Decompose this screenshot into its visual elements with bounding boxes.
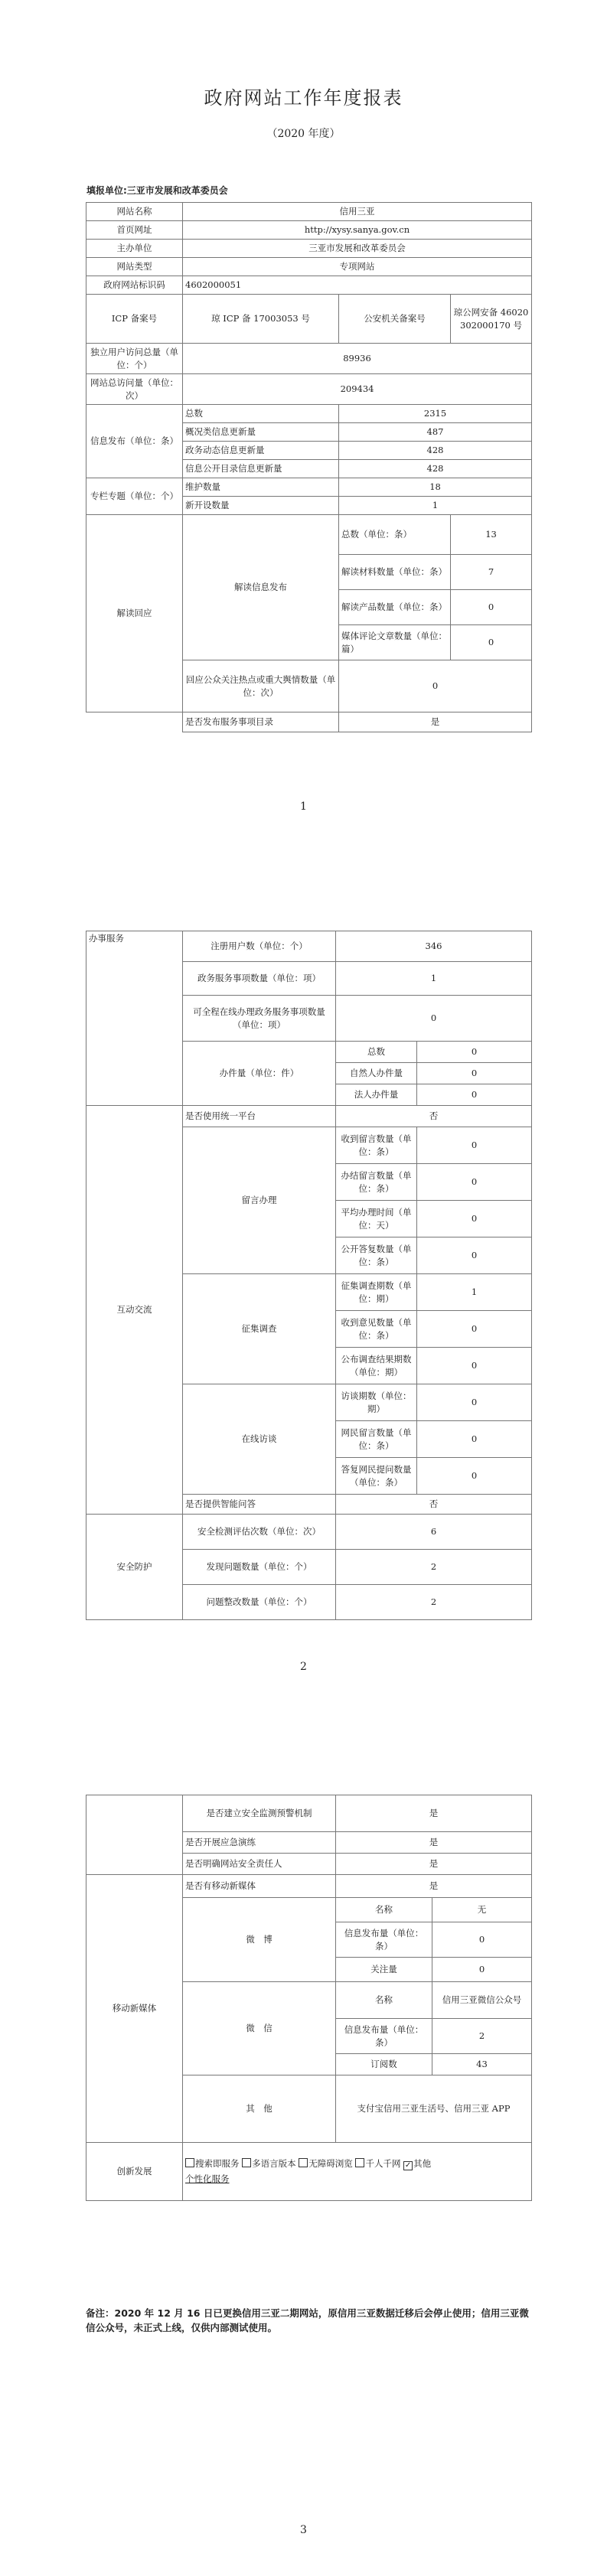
label-handle: 办件量（单位：件）: [183, 1042, 336, 1106]
innov-other-text: 个性化服务: [185, 2173, 230, 2184]
label-other: 其 他: [183, 2075, 336, 2143]
label-icp: ICP 备案号: [86, 295, 183, 344]
label-has-mobile: 是否有移动新媒体: [183, 1875, 336, 1898]
label-interview-count: 访谈期数（单位：期）: [336, 1384, 417, 1421]
label-home-url: 首页网址: [86, 221, 183, 240]
label-weibo-posts: 信息发布量（单位：条）: [336, 1922, 432, 1958]
value-has-mobile: 是: [336, 1875, 532, 1898]
label-survey-count: 征集调查期数（单位：期）: [336, 1274, 417, 1311]
value-sec-test: 6: [336, 1515, 532, 1550]
label-wechat-name: 名称: [336, 1982, 432, 2019]
value-special-maint: 18: [339, 478, 532, 497]
checkbox-personalized[interactable]: [355, 2158, 364, 2167]
value-interp-material: 7: [451, 555, 532, 590]
value-interp-product: 0: [451, 590, 532, 625]
label-survey-opinion: 收到意见数量（单位：条）: [336, 1311, 417, 1348]
label-survey: 征集调查: [183, 1274, 336, 1384]
value-service-catalog: 是: [339, 712, 532, 732]
label-reg-users: 注册用户数（单位：个）: [183, 931, 336, 962]
value-info-dynamic: 428: [339, 442, 532, 460]
value-interview-msg: 0: [417, 1421, 532, 1458]
option-accessibility: 无障碍浏览: [308, 2157, 353, 2169]
checkbox-search-service[interactable]: [185, 2158, 194, 2167]
value-msg-time: 0: [417, 1201, 532, 1237]
label-sponsor: 主办单位: [86, 240, 183, 258]
value-weibo-name: 无: [432, 1898, 532, 1922]
value-drill: 是: [336, 1832, 532, 1854]
option-other: 其他: [413, 2157, 432, 2169]
value-interview-reply: 0: [417, 1458, 532, 1495]
label-innov: 创新发展: [86, 2143, 183, 2201]
value-interview-count: 0: [417, 1384, 532, 1421]
label-unified: 是否使用统一平台: [183, 1106, 336, 1127]
label-sec-test: 安全检测评估次数（单位：次）: [183, 1515, 336, 1550]
value-info-total: 2315: [339, 405, 532, 423]
label-msg-time: 平均办理时间（单位：天）: [336, 1201, 417, 1237]
report-title: 政府网站工作年度报表: [204, 87, 403, 109]
label-msg-recv: 收到留言数量（单位：条）: [336, 1127, 417, 1164]
table-page-1: [86, 202, 532, 732]
option-multilingual: 多语言版本: [252, 2157, 296, 2169]
label-sec-found: 发现问题数量（单位：个）: [183, 1550, 336, 1585]
label-interp-total: 总数（单位：条）: [339, 515, 451, 555]
value-wechat-name: 信用三亚微信公众号: [432, 1982, 532, 2019]
value-pv: 209434: [183, 374, 532, 405]
label-office: 办事服务: [86, 931, 183, 1106]
checkbox-accessibility[interactable]: [299, 2158, 308, 2167]
value-weibo-follow: 0: [432, 1958, 532, 1982]
label-weibo-follow: 关注量: [336, 1958, 432, 1982]
label-info: 信息发布（单位：条）: [86, 405, 183, 478]
label-wechat: 微 信: [183, 1982, 336, 2075]
value-smart-qa: 否: [336, 1495, 532, 1515]
label-interview-reply: 答复网民提问数量（单位：条）: [336, 1458, 417, 1495]
value-wechat-subs: 43: [432, 2054, 532, 2075]
label-msg-done: 办结留言数量（单位：条）: [336, 1164, 417, 1201]
label-interview-msg: 网民留言数量（单位：条）: [336, 1421, 417, 1458]
value-interp-total: 13: [451, 515, 532, 555]
value-psb: 琼公网安备 46020302000170 号: [451, 295, 532, 344]
value-handle-legal: 0: [417, 1084, 532, 1106]
value-msg-public: 0: [417, 1237, 532, 1274]
page-number-1: 1: [300, 801, 307, 813]
label-special-new: 新开设数量: [183, 497, 339, 515]
label-info-dynamic: 政务动态信息更新量: [183, 442, 339, 460]
value-survey-opinion: 0: [417, 1311, 532, 1348]
label-owner: 是否明确网站安全责任人: [183, 1854, 336, 1875]
value-interp-hot: 0: [339, 660, 532, 712]
label-smart-qa: 是否提供智能问答: [183, 1495, 336, 1515]
value-unified: 否: [336, 1106, 532, 1127]
report-year: （2020 年度）: [266, 128, 341, 140]
label-interp-media: 媒体评论文章数量（单位：篇）: [339, 625, 451, 660]
label-interp-material: 解读材料数量（单位：条）: [339, 555, 451, 590]
option-personalized: 千人千网: [365, 2157, 401, 2169]
table-page-2: [86, 931, 532, 1620]
label-pv: 网站总访问量（单位：次）: [86, 374, 183, 405]
checkbox-other[interactable]: ✓: [404, 2160, 412, 2170]
label-monitor: 是否建立安全监测预警机制: [183, 1795, 336, 1832]
label-site-code: 政府网站标识码: [86, 276, 183, 295]
label-weibo-name: 名称: [336, 1898, 432, 1922]
label-handle-total: 总数: [336, 1042, 417, 1063]
label-psb: 公安机关备案号: [339, 295, 451, 344]
remark-note: 备注：2020 年 12 月 16 日已更换信用三亚二期网站，原信用三亚数据迁移后会停止使用；信用三亚微信公众号，未正式上线，仅供内部测试使用。: [86, 2307, 529, 2334]
option-search-service: 搜索即服务: [195, 2157, 240, 2169]
value-special-new: 1: [339, 497, 532, 515]
label-info-catalog: 信息公开目录信息更新量: [183, 460, 339, 478]
page-number-2: 2: [300, 1661, 307, 1673]
value-msg-recv: 0: [417, 1127, 532, 1164]
label-uv: 独立用户访问总量（单位：个）: [86, 344, 183, 374]
label-online-items: 可全程在线办理政务服务事项数量（单位：项）: [183, 996, 336, 1042]
value-uv: 89936: [183, 344, 532, 374]
value-info-overview: 487: [339, 423, 532, 442]
value-wechat-posts: 2: [432, 2019, 532, 2054]
label-interp: 解读回应: [86, 515, 183, 712]
label-weibo: 微 博: [183, 1898, 336, 1982]
table-page-3: [86, 1795, 532, 2201]
value-service-items: 1: [336, 962, 532, 996]
label-info-overview: 概况类信息更新量: [183, 423, 339, 442]
value-weibo-posts: 0: [432, 1922, 532, 1958]
value-site-code: 4602000051: [183, 276, 532, 295]
label-handle-legal: 法人办件量: [336, 1084, 417, 1106]
label-interp-product: 解读产品数量（单位：条）: [339, 590, 451, 625]
value-survey-result: 0: [417, 1348, 532, 1384]
label-site-type: 网站类型: [86, 258, 183, 276]
value-monitor: 是: [336, 1795, 532, 1832]
label-survey-result: 公布调查结果期数（单位：期）: [336, 1348, 417, 1384]
label-interact: 互动交流: [86, 1106, 183, 1515]
value-home-url: http://xysy.sanya.gov.cn: [183, 221, 532, 240]
label-site-name: 网站名称: [86, 203, 183, 221]
label-interp-pub: 解读信息发布: [183, 515, 339, 660]
label-wechat-subs: 订阅数: [336, 2054, 432, 2075]
value-site-name: 信用三亚: [183, 203, 532, 221]
label-handle-person: 自然人办件量: [336, 1063, 417, 1084]
label-special-maint: 维护数量: [183, 478, 339, 497]
value-online-items: 0: [336, 996, 532, 1042]
value-sec-found: 2: [336, 1550, 532, 1585]
label-msg-public: 公开答复数量（单位：条）: [336, 1237, 417, 1274]
label-service-items: 政务服务事项数量（单位：项）: [183, 962, 336, 996]
label-sec-fixed: 问题整改数量（单位：个）: [183, 1585, 336, 1620]
value-info-catalog: 428: [339, 460, 532, 478]
label-interp-hot: 回应公众关注热点或重大舆情数量（单位：次）: [183, 660, 339, 712]
value-owner: 是: [336, 1854, 532, 1875]
label-security: 安全防护: [86, 1515, 183, 1620]
label-info-total: 总数: [183, 405, 339, 423]
value-sponsor: 三亚市发展和改革委员会: [183, 240, 532, 258]
value-other: 支付宝信用三亚生活号、信用三亚 APP: [336, 2075, 532, 2143]
label-wechat-posts: 信息发布量（单位：条）: [336, 2019, 432, 2054]
value-interp-media: 0: [451, 625, 532, 660]
innov-options: [183, 2143, 532, 2201]
value-survey-count: 1: [417, 1274, 532, 1311]
label-msg: 留言办理: [183, 1127, 336, 1274]
value-icp: 琼 ICP 备 17003053 号: [183, 295, 339, 344]
value-handle-total: 0: [417, 1042, 532, 1063]
value-sec-fixed: 2: [336, 1585, 532, 1620]
value-site-type: 专项网站: [183, 258, 532, 276]
checkbox-multilingual[interactable]: [242, 2158, 251, 2167]
value-handle-person: 0: [417, 1063, 532, 1084]
value-msg-done: 0: [417, 1164, 532, 1201]
label-drill: 是否开展应急演练: [183, 1832, 336, 1854]
label-service-catalog: 是否发布服务事项目录: [183, 712, 339, 732]
label-mobile: 移动新媒体: [86, 1875, 183, 2143]
page-number-3: 3: [300, 2524, 307, 2536]
value-reg-users: 346: [336, 931, 532, 962]
reporting-unit: 填报单位:三亚市发展和改革委员会: [86, 185, 228, 196]
label-special: 专栏专题（单位：个）: [86, 478, 183, 515]
label-interview: 在线访谈: [183, 1384, 336, 1495]
